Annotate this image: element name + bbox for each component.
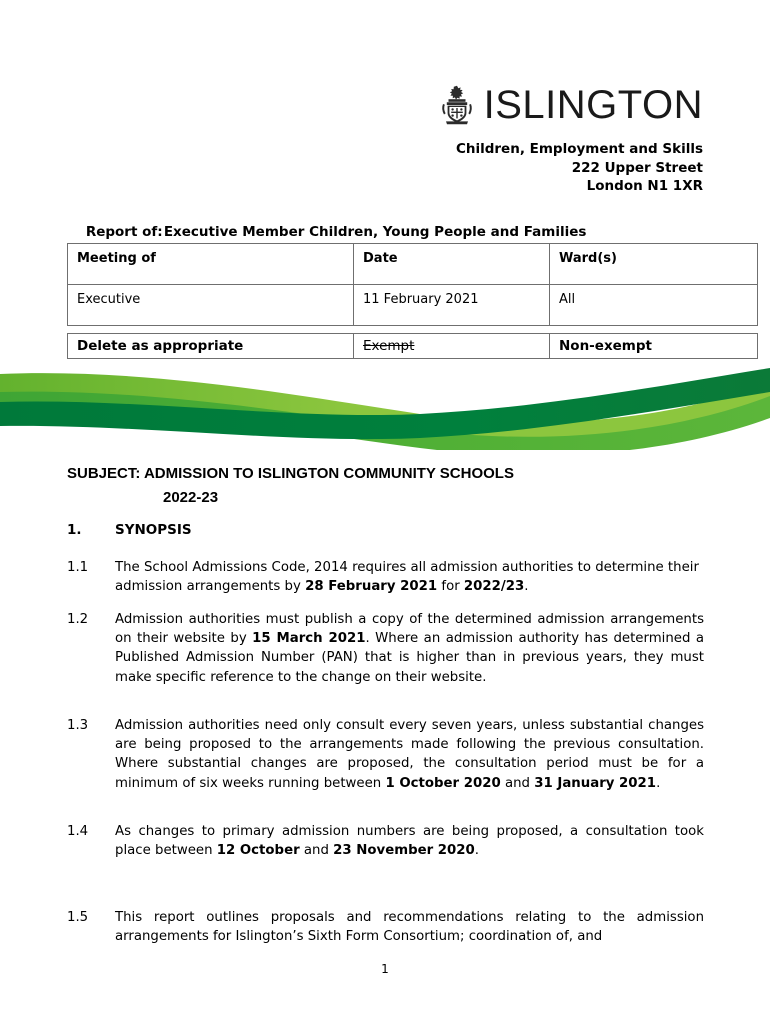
paragraph-number: 1.4 — [67, 824, 89, 839]
cell-meeting-of: Executive — [68, 285, 354, 326]
masthead — [0, 74, 770, 136]
report-of-value: Executive Member Children, Young People and Families — [163, 224, 587, 240]
section-number: 1. — [67, 522, 82, 538]
table-row — [68, 285, 758, 326]
page-footer — [0, 962, 770, 976]
subject-line-1: SUBJECT: ADMISSION TO ISLINGTON COMMUNITY SCHOOLS — [67, 465, 514, 482]
page-number: 1 — [381, 962, 389, 976]
header-meeting-of: Meeting of — [68, 244, 354, 285]
delete-as-appropriate-label: Delete as appropriate — [68, 334, 354, 359]
paragraph-text: Admission authorities need only consult every seven years, unless substantial changes are being proposed to the arrangements made following the previous consultation. Where substantial changes are proposed, the consultation period must be for a minimum of six weeks running between 1 October 2020 and 31 January 2021. — [115, 718, 704, 791]
paragraph-text: Admission authorities must publish a copy of the determined admission arrangements on their website by 15 March 2021. Where an admission authority has determined a Published Admission Number (PAN) that is higher than in previous years, they must make specific reference to the change on their website. — [115, 612, 704, 685]
cell-date: 11 February 2021 — [354, 285, 550, 326]
exempt-option[interactable]: Exempt — [354, 334, 550, 359]
cell-wards: All — [550, 285, 758, 326]
non-exempt-option[interactable]: Non-exempt — [550, 334, 758, 359]
paragraph-number: 1.5 — [67, 910, 89, 925]
section-title: SYNOPSIS — [115, 522, 192, 538]
table-row — [68, 334, 758, 359]
paragraph-text: The School Admissions Code, 2014 requires all admission authorities to determine their admission arrangements by 28 February 2021 for 2022/23. — [115, 560, 699, 595]
paragraph-text: This report outlines proposals and recommendations relating to the admission arrangements for Islington’s Sixth Form Consortium; coordination of, and — [115, 910, 704, 945]
subject-heading — [67, 462, 707, 510]
meeting-details-table — [67, 243, 758, 326]
header-date: Date — [354, 244, 550, 285]
islington-coat-of-arms-icon — [440, 85, 474, 125]
address-line-street: 222 Upper Street — [571, 159, 703, 176]
paragraph-number: 1.3 — [67, 718, 89, 733]
paragraph-number: 1.1 — [67, 560, 89, 575]
paragraph-1-3 — [67, 716, 704, 793]
paragraph-1-4 — [67, 822, 704, 860]
exemption-table — [67, 333, 758, 359]
report-of-label: Report of: — [85, 224, 163, 240]
address-line-city: London N1 1XR — [586, 178, 703, 194]
islington-wordmark: ISLINGTON — [483, 83, 703, 127]
paragraph-1-2 — [67, 610, 704, 687]
paragraph-1-5 — [67, 908, 704, 946]
address-block — [456, 140, 703, 196]
subject-line-2: 2022-23 — [163, 489, 219, 506]
green-wave-banner — [0, 362, 770, 450]
section-heading-synopsis — [67, 522, 707, 538]
table-header-row — [68, 244, 758, 285]
header-wards: Ward(s) — [550, 244, 758, 285]
address-line-department: Children, Employment and Skills — [455, 141, 703, 157]
paragraph-number: 1.2 — [67, 612, 89, 627]
paragraph-text: As changes to primary admission numbers are being proposed, a consultation took place between 12 October and 23 November 2020. — [115, 824, 704, 859]
paragraph-1-1 — [67, 558, 704, 596]
